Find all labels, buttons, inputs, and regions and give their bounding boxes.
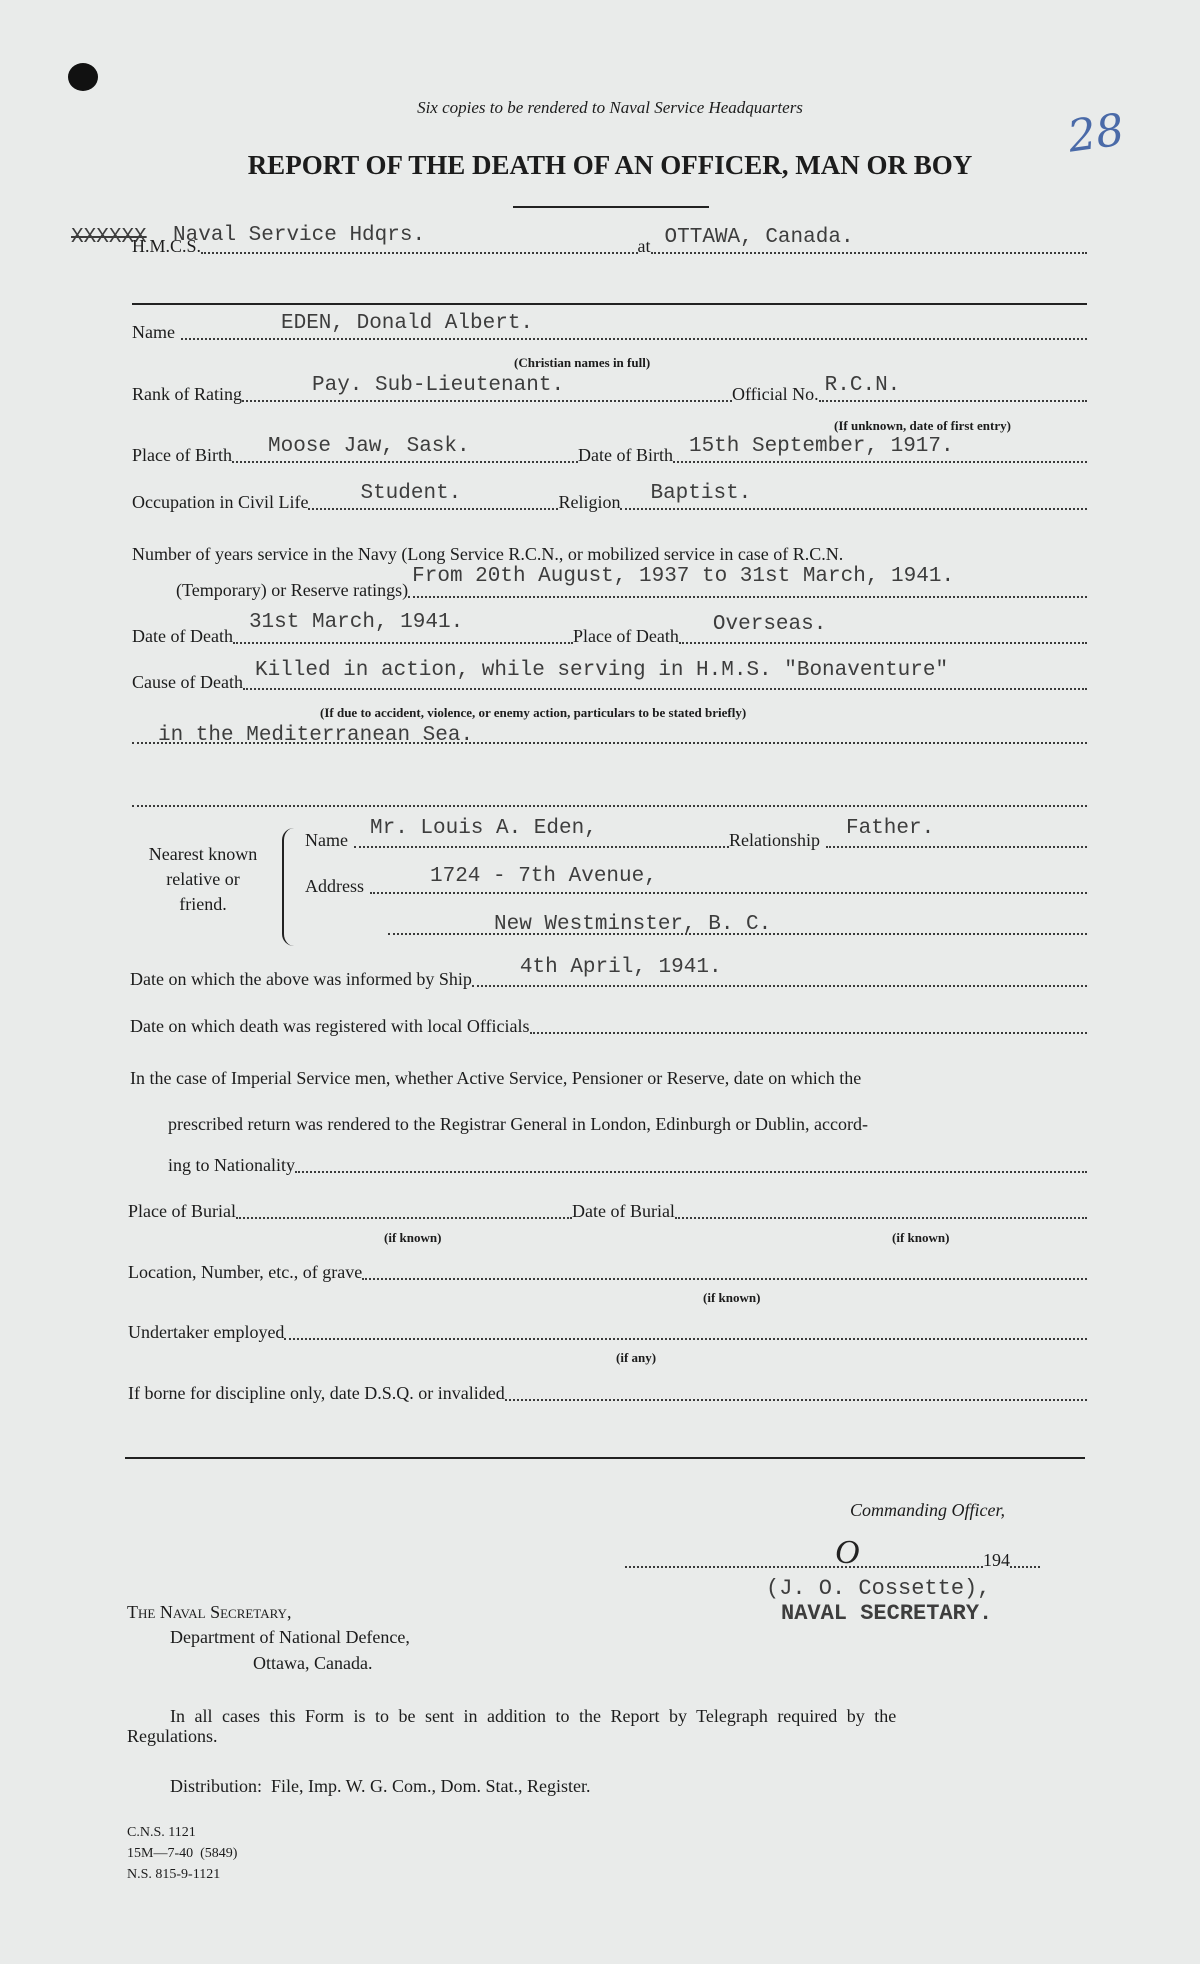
registered-row (130, 1014, 1087, 1038)
cause-of-death-note: (If due to accident, violence, or enemy action, particulars to be stated briefly) (320, 705, 747, 720)
signatory-name: (J. O. Cossette), (766, 1576, 991, 1601)
place-of-death-value: Overseas. (712, 613, 827, 636)
nearest-label-3: friend. (179, 894, 227, 914)
undertaker-note: (if any) (616, 1350, 657, 1365)
name-field[interactable] (181, 312, 1087, 340)
informed-label: Date on which the above was informed by Ship (130, 969, 472, 989)
place-of-burial-label: Place of Burial (128, 1201, 236, 1221)
place-of-death-label: Place of Death (572, 626, 679, 646)
birth-row (132, 435, 1087, 467)
form-code-1: C.N.S. 1121 (127, 1825, 196, 1840)
footer-rule (125, 1457, 1085, 1459)
date-of-burial-label: Date of Burial (571, 1201, 675, 1221)
date-of-birth-field[interactable] (673, 435, 1087, 463)
registered-field[interactable] (530, 1014, 1087, 1034)
at-label: at (637, 236, 651, 256)
relationship-label: Relationship (728, 830, 820, 850)
discipline-label: If borne for discipline only, date D.S.Q. or invalided (128, 1383, 505, 1403)
relative-name-row (305, 817, 1087, 852)
official-no-label: Official No. (732, 384, 819, 404)
cause-of-death-value-2: in the Mediterranean Sea. (158, 724, 474, 747)
form-code-3: N.S. 815-9-1121 (127, 1867, 221, 1882)
date-of-death-value: 31st March, 1941. (248, 611, 464, 634)
place-of-birth-label: Place of Birth (132, 445, 232, 465)
place-of-birth-value: Moose Jaw, Sask. (267, 435, 470, 458)
struck-text: XXXXXX (71, 226, 147, 249)
at-value: OTTAWA, Canada. (664, 226, 854, 249)
ship-label: H.M.C.S. (132, 236, 202, 256)
religion-label: Religion (558, 492, 621, 512)
commanding-officer-label: Commanding Officer, (850, 1500, 1005, 1520)
place-of-burial-note: (if known) (384, 1230, 442, 1245)
section-rule (132, 303, 1087, 305)
burial-row (128, 1199, 1087, 1223)
occupation-label: Occupation in Civil Life (132, 492, 309, 512)
place-of-death-field[interactable] (679, 613, 1087, 644)
relationship-value: Father. (845, 817, 935, 840)
cause-of-death-label: Cause of Death (132, 672, 243, 692)
address-field[interactable] (370, 865, 1087, 894)
place-of-burial-field[interactable] (236, 1199, 572, 1219)
form-code-2: 15M—7-40 (5849) (127, 1846, 238, 1861)
rank-value: Pay. Sub-Lieutenant. (312, 374, 565, 397)
name-value: EDEN, Donald Albert. (280, 312, 534, 335)
punch-hole (68, 63, 98, 91)
place-of-birth-field[interactable] (232, 435, 578, 463)
death-row (132, 611, 1087, 648)
date-of-birth-value: 15th September, 1917. (688, 435, 954, 458)
address-row (305, 865, 1087, 898)
date-of-death-label: Date of Death (132, 626, 233, 646)
address-label: Address (305, 876, 364, 896)
imperial-row (168, 1153, 1087, 1177)
date-of-birth-label: Date of Birth (577, 445, 673, 465)
name-label: Name (132, 322, 175, 342)
signature-field[interactable] (625, 1534, 983, 1571)
grave-note: (if known) (703, 1290, 761, 1305)
religion-field[interactable] (620, 482, 1087, 510)
year-label: 194 (983, 1550, 1010, 1570)
nearest-label (128, 842, 278, 917)
year-field[interactable] (1010, 1548, 1040, 1568)
service-years-value: From 20th August, 1937 to 31st March, 1941. (412, 565, 955, 588)
form-codes (127, 1822, 237, 1885)
relative-name-label: Name (305, 830, 348, 850)
date-of-burial-note: (if known) (892, 1230, 950, 1245)
service-years-label-2: (Temporary) or Reserve ratings) (176, 580, 409, 600)
cause-of-death-field[interactable] (243, 659, 1087, 690)
signatory-role: NAVAL SECRETARY. (781, 1601, 993, 1626)
registered-label: Date on which death was registered with local Officials (130, 1016, 530, 1036)
address-department: Department of National Defence, (170, 1627, 410, 1647)
informed-value: 4th April, 1941. (519, 956, 722, 979)
service-years-field[interactable] (408, 565, 1087, 598)
official-no-field[interactable] (819, 374, 1087, 402)
brace (282, 828, 296, 946)
undertaker-field[interactable] (284, 1320, 1087, 1340)
rank-label: Rank of Rating (132, 384, 242, 404)
footer-instruction-1: In all cases this Form is to be sent in addition to the Report by Telegraph required by the (170, 1706, 897, 1726)
date-of-burial-field[interactable] (675, 1199, 1087, 1219)
grave-label: Location, Number, etc., of grave (128, 1262, 363, 1282)
ship-row (71, 224, 1087, 258)
cause-line-3[interactable] (132, 805, 1087, 807)
rank-field[interactable] (242, 374, 732, 402)
address-value-2: New Westminster, B. C. (494, 913, 772, 936)
relative-name-value: Mr. Louis A. Eden, (369, 817, 597, 840)
address-value-1: 1724 - 7th Avenue, (430, 865, 657, 888)
imperial-text-1: In the case of Imperial Service men, whether Active Service, Pensioner or Reserve, date on which the (130, 1068, 862, 1088)
handwritten-number: 28 (1064, 104, 1128, 163)
undertaker-row (128, 1320, 1087, 1344)
imperial-field[interactable] (295, 1153, 1087, 1173)
name-row (132, 312, 1087, 344)
undertaker-label: Undertaker employed (128, 1322, 285, 1342)
signature-row (625, 1534, 1040, 1572)
relative-name-field[interactable] (354, 817, 729, 848)
footer-instruction-2: Regulations. (127, 1726, 218, 1746)
name-note: (Christian names in full) (514, 355, 651, 370)
occupation-field[interactable] (308, 482, 558, 510)
discipline-row (128, 1381, 1087, 1405)
informed-row (130, 956, 1087, 991)
signature-scrawl: O (835, 1534, 860, 1571)
imperial-text-3: ing to Nationality (168, 1155, 295, 1175)
service-years-label: Number of years service in the Navy (Long Service R.C.N., or mobilized service in case of R.C.N. (132, 544, 844, 564)
nearest-label-2: relative or (166, 869, 240, 889)
discipline-field[interactable] (505, 1381, 1087, 1401)
nearest-label-1: Nearest known (148, 844, 258, 864)
cause-of-death-value: Killed in action, while serving in H.M.S. "Bonaventure" (254, 659, 949, 682)
page-title: REPORT OF THE DEATH OF AN OFFICER, MAN OR BOY (247, 150, 973, 180)
imperial-text-2: prescribed return was rendered to the Registrar General in London, Edinburgh or Dublin, accord- (168, 1114, 868, 1134)
date-of-death-field[interactable] (233, 611, 573, 644)
rank-row (132, 374, 1087, 406)
religion-value: Baptist. (650, 482, 752, 505)
at-field[interactable] (651, 226, 1087, 254)
official-no-note: (If unknown, date of first entry) (834, 418, 1011, 433)
occupation-row (132, 482, 1087, 514)
service-years-row (176, 565, 1087, 602)
official-no-value: R.C.N. (824, 374, 901, 397)
informed-field[interactable] (472, 956, 1087, 987)
occupation-value: Student. (360, 482, 462, 505)
grave-row (128, 1260, 1087, 1284)
address-recipient: The Naval Secretary, (127, 1602, 292, 1622)
distribution: Distribution: File, Imp. W. G. Com., Dom. Stat., Register. (170, 1776, 591, 1796)
instruction-header: Six copies to be rendered to Naval Service Headquarters (417, 98, 803, 117)
ship-value: Naval Service Hdqrs. (173, 224, 426, 247)
address-city: Ottawa, Canada. (253, 1653, 373, 1673)
cause-row (132, 659, 1087, 694)
title-rule (513, 206, 709, 208)
relationship-field[interactable] (826, 817, 1087, 848)
grave-field[interactable] (362, 1260, 1087, 1280)
